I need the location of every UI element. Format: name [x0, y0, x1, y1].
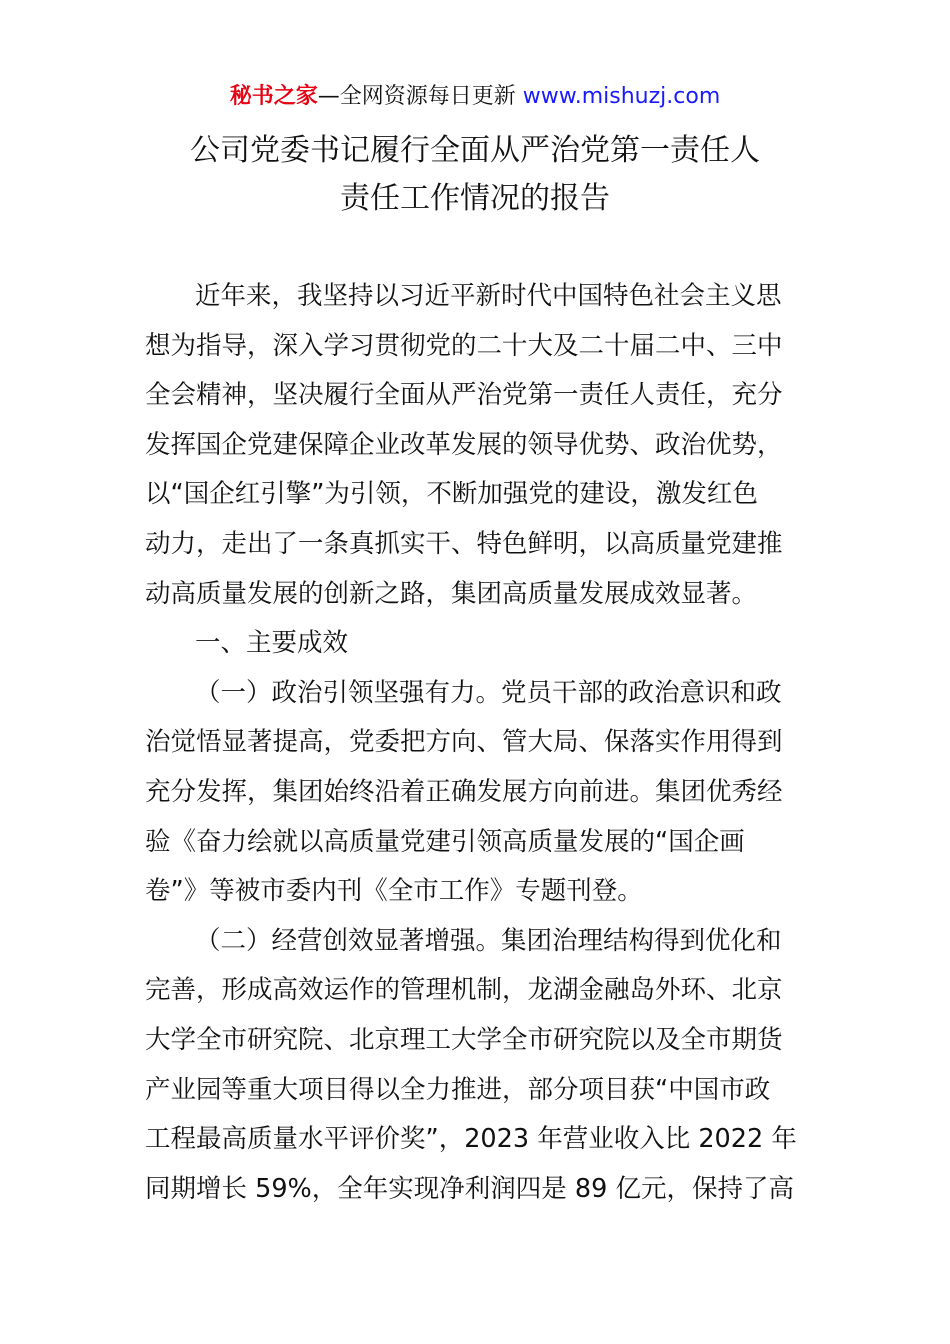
text-line: 以“国企红引擎”为引领，不断加强党的建设，激发红色: [145, 479, 758, 510]
text-line: 完善，形成高效运作的管理机制，龙湖金融岛外环、北京: [145, 975, 783, 1006]
text-line: 想为指导，深入学习贯彻党的二十大及二十届二中、三中: [145, 330, 783, 361]
text-line: 验《奋力绘就以高质量党建引领高质量发展的“国企画: [145, 826, 745, 857]
text-line: （二）经营创效显著增强。集团治理结构得到优化和: [195, 925, 782, 956]
text-line: 治觉悟显著提高，党委把方向、管大局、保落实作用得到: [145, 727, 783, 758]
text-line: 充分发挥，集团始终沿着正确发展方向前进。集团优秀经: [145, 776, 783, 807]
text-line: 大学全市研究院、北京理工大学全市研究院以及全市期货: [145, 1024, 783, 1055]
text-line: 卷”》等被市委内刊《全市工作》专题刊登。: [145, 876, 643, 907]
text-line: 工程最高质量水平评价奖”，2023 年营业收入比 2022 年: [145, 1124, 797, 1155]
section-heading: 一、主要成效: [195, 628, 349, 659]
text-line: （一）政治引领坚强有力。党员干部的政治意识和政: [195, 677, 782, 708]
text-line: 同期增长 59%，全年实现净利润四是 89 亿元，保持了高: [145, 1173, 794, 1204]
section-1-paragraph: [145, 669, 809, 917]
document-title-line-1: 公司党委书记履行全面从严治党第一责任人: [190, 133, 760, 168]
document-body: [145, 272, 809, 1214]
intro-paragraph: [145, 272, 809, 619]
text-line: 动高质量发展的创新之路，集团高质量发展成效显著。: [145, 578, 758, 609]
text-line: 产业园等重大项目得以全力推进，部分项目获“中国市政: [145, 1074, 771, 1105]
text-line: 动力，走出了一条真抓实干、特色鲜明，以高质量党建推: [145, 528, 783, 559]
text-line: 发挥国企党建保障企业改革发展的领导优势、政治优势，: [145, 429, 783, 460]
banner-tagline: —全网资源每日更新: [317, 84, 523, 109]
site-url-link[interactable]: www.mishuzj.com: [522, 84, 721, 109]
text-line: 近年来，我坚持以习近平新时代中国特色社会主义思: [195, 281, 782, 311]
brand-name: 秘书之家: [229, 84, 318, 109]
text-line: 全会精神，坚决履行全面从严治党第一责任人责任，充分: [145, 380, 783, 411]
document-title-line-2: 责任工作情况的报告: [340, 181, 610, 216]
site-banner: [0, 80, 950, 114]
section-2-paragraph: [145, 917, 809, 1215]
